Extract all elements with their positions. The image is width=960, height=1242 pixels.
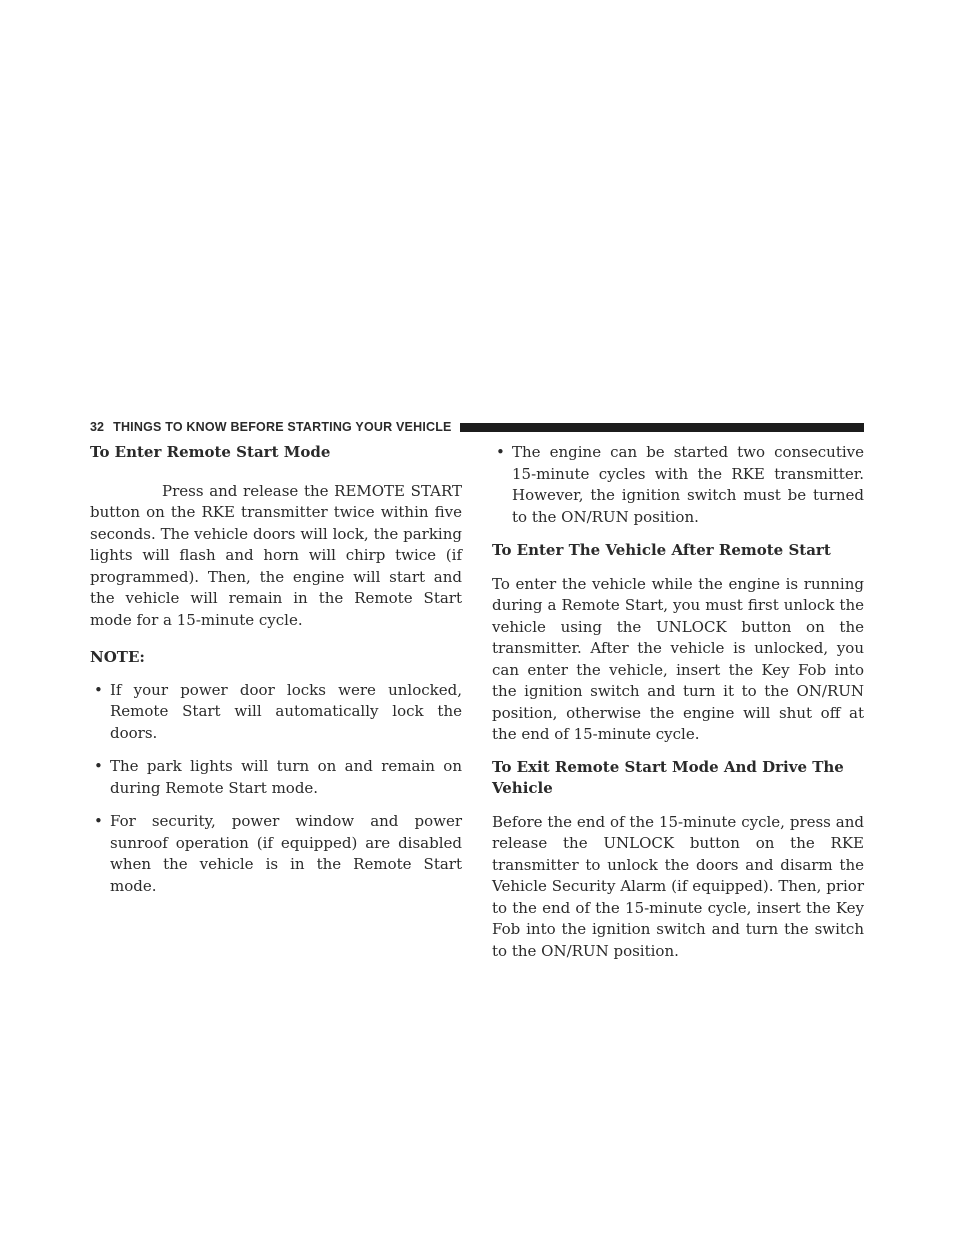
bullet-icon: • — [94, 680, 103, 699]
header-rule — [460, 423, 864, 432]
heading-exit-remote-start: To Exit Remote Start Mode And Drive The Vehicle — [492, 757, 844, 797]
left-column — [90, 442, 462, 909]
bullet-text: The park lights will turn on and remain on during Remote Start mode. — [110, 757, 462, 797]
exit-remote-start-paragraph: Before the end of the 15-minute cycle, press and release the UNLOCK button on the RKE transmitter to unlock the doors and disarm the Vehicle Security Alarm (if equipped). Then, prior to the end of the 15-minute cycle, insert the Key Fob into the ignition switch and turn the switch to the ON/RUN position. — [492, 812, 864, 960]
note-label: NOTE: — [90, 648, 145, 666]
running-header — [90, 418, 864, 436]
heading-enter-vehicle: To Enter The Vehicle After Remote Start — [492, 541, 831, 559]
list-item — [492, 442, 864, 528]
page-number: 32 — [90, 420, 105, 434]
note-bullet-list — [90, 680, 462, 898]
section-title: THINGS TO KNOW BEFORE STARTING YOUR VEHICLE — [113, 420, 452, 434]
right-column — [492, 442, 864, 973]
bullet-text: If your power door locks were unlocked, Remote Start will automatically lock the doors. — [110, 680, 462, 742]
remote-start-intro-paragraph: Press and release the REMOTE START button on the RKE transmitter twice within five seconds. The vehicle doors will lock, the parking lights will flash and horn will chirp twice (if programmed). Then, the engine will start and the vehicle will remain in the Remote Start mode for a 15-minute cycle. — [90, 481, 462, 629]
list-item — [90, 756, 462, 799]
bullet-icon: • — [496, 443, 505, 461]
bullet-icon: • — [94, 757, 103, 775]
right-bullet-list — [492, 442, 864, 528]
bullet-text: The engine can be started two consecutive 15-minute cycles with the RKE transmitter. However, the ignition switch must be turned to the ON/RUN position. — [512, 443, 864, 526]
bullet-icon: • — [94, 812, 103, 830]
enter-vehicle-paragraph: To enter the vehicle while the engine is running during a Remote Start, you must first unlock the vehicle using the UNLOCK button on the transmitter. After the vehicle is unlocked, you can enter the vehicle, insert the Key Fob into the ignition switch and turn it to the ON/RUN position, otherwise the engine will shut off at the end of 15-minute cycle. — [492, 574, 864, 743]
bullet-text: For security, power window and power sunroof operation (if equipped) are disabled when the vehicle is in the Remote Start mode. — [110, 812, 462, 895]
list-item — [90, 680, 462, 745]
list-item — [90, 811, 462, 897]
heading-enter-remote-start: To Enter Remote Start Mode — [90, 443, 331, 461]
